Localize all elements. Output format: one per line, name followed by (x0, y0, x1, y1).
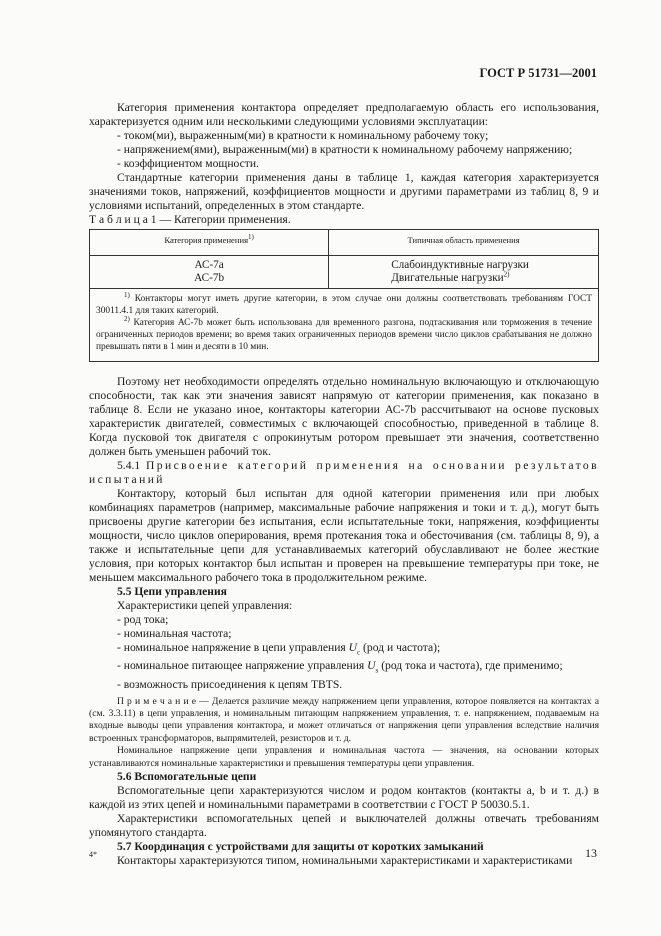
category-ac7b: АС-7b (194, 272, 225, 284)
sheet-mark: 4* (89, 850, 97, 859)
section-57-text: Контакторы характеризуются типом, номинальными характеристиками и характеристиками (117, 854, 573, 868)
footnote-2: $^{2)}$ Категория АС-7b может быть использована для временного разгона, подтаскивания или торможения в течение ограниченных периодов времени; во время таких ограниченных периодов времени число циклов срабатывания не должно превышать пяти в 1 мин и десяти в 10 мин. (96, 314, 593, 352)
section-57-heading: 5.7 Координация с устройствами для защиты от коротких замыканий (117, 840, 484, 854)
list-item: - номинальное питающее напряжение управления $U_s$ (род тока и частота), где применимо; (117, 659, 563, 675)
section-55-note: П р и м е ч а н и е — Делается различие между напряжением цепи управления, которое появляется на контактах a (см. 3.3.11) в цепи управления, и номинальным питающим напряжением управления, т. е. напряжением, подаваемым на входные выводы цепи управления контактора, и может отличаться от напряжения цепи управления вследствие наличия встроенных трансформаторов, выпрямителей, резисторов и т. д. (89, 695, 599, 744)
footnote-1: $^{1)}$ Контакторы могут иметь другие категории, в этом случае они должны соответствовать требованиям ГОСТ 30011.4.1 для таких категорий. (96, 290, 593, 316)
section-55-heading: 5.5 Цепи управления (117, 585, 227, 598)
list-item: - род тока; (117, 613, 169, 626)
categories-table (89, 229, 599, 362)
table-header-usage: Типичная область применения (329, 230, 599, 256)
section-56-heading: 5.6 Вспомогательные цепи (117, 770, 257, 784)
list-item: - возможность присоединения к цепям TBTS. (117, 677, 343, 691)
intro-paragraph: Категория применения контактора определяет предполагаемую область его использования, характеризуется одним или несколькими следующими условиями эксплуатации: (89, 101, 599, 128)
usage-ac7b: Двигательные нагрузки$^{2)}$ (391, 270, 510, 284)
page-number: 13 (585, 846, 597, 860)
section-55-intro: Характеристики цепей управления: (117, 599, 293, 612)
table-header-category: Категория применения$^{1)}$ (90, 230, 329, 256)
table-cell-categories (90, 256, 329, 289)
conditions-list (89, 129, 599, 171)
section-541-text: Контактору, который был испытан для одной категории применения или при любых комбинациях параметров (например, максимальные рабочие напряжения и токи и т. д.), могут быть присвоены другие категории без испытания, если испытательные токи, напряжения, коэффициенты мощности, число циклов оперирования, время протекания тока и обесточивания (см. таблицы 8, 9), а также и испытательные цепи для устанавливаемых категорий обуславливают не более жесткие условия, при которых контактор был испытан и проверен на превышение температуры при токе, не меньшем максимального рабочего тока в продолжительном режиме. (89, 487, 599, 584)
list-item: - номинальная частота; (117, 627, 232, 640)
list-item: - током(ми), выраженным(ми) в кратности к номинальному рабочему току; (117, 129, 489, 142)
section-55-note-2: Номинальное напряжение цепи управления и номинальная частота — значения, на основании которых устанавливаются номинальные характеристики и превышения температуры цепи управления. (89, 745, 599, 769)
section-56-text: Вспомогательные цепи характеризуются числом и родом контактов (контакты a, b и т. д.) в каждой из этих цепей и номинальными параметрами в соответствии с ГОСТ Р 50030.5.1. (89, 784, 599, 812)
table-footnotes (90, 289, 599, 362)
section-541-heading: 5.4.1 Присвоение категорий применения на основании результатов испытаний (89, 459, 599, 486)
usage-ac7a: Слабоиндуктивные нагрузки (391, 259, 529, 271)
breaking-capacity-paragraph: Поэтому нет необходимости определять отдельно номинальную включающую и отключающую способности, так как эти значения зависят напрямую от категории применения, как показано в таблице 8. Если не указано иное, контакторы категории АС-7b рассчитывают на основе пусковых характеристик двигателей, совместимых с включающей способностью, приведенной в таблице 8. Когда пусковой ток двигателя с опрокинутым ротором превышает эти значения, соответственно должен быть уменьшен рабочий ток. (89, 375, 599, 458)
section-56-text-2: Характеристики вспомогательных цепей и выключателей должны отвечать требованиям упомянутого стандарта. (89, 812, 599, 840)
list-item: - номинальное напряжение в цепи управления $U_c$ (род и частота); (117, 641, 441, 657)
standard-header: ГОСТ Р 51731—2001 (479, 66, 597, 80)
categories-paragraph: Стандартные категории применения даны в таблице 1, каждая категория характеризуется значениями токов, напряжений, коэффициентов мощности и другими параметрами из таблиц 8, 9 и условиями испытаний, определенных в этом стандарте. (89, 171, 599, 212)
category-ac7a: АС-7а (194, 259, 224, 271)
table-caption: Т а б л и ц а 1 — Категории применения. (89, 213, 291, 226)
list-item: - коэффициентом мощности. (117, 157, 259, 170)
list-item: - напряжением(ями), выраженным(ми) в кратности к номинальному рабочему напряжению; (117, 143, 573, 156)
page-body (89, 101, 599, 868)
table-cell-usage (329, 256, 599, 289)
